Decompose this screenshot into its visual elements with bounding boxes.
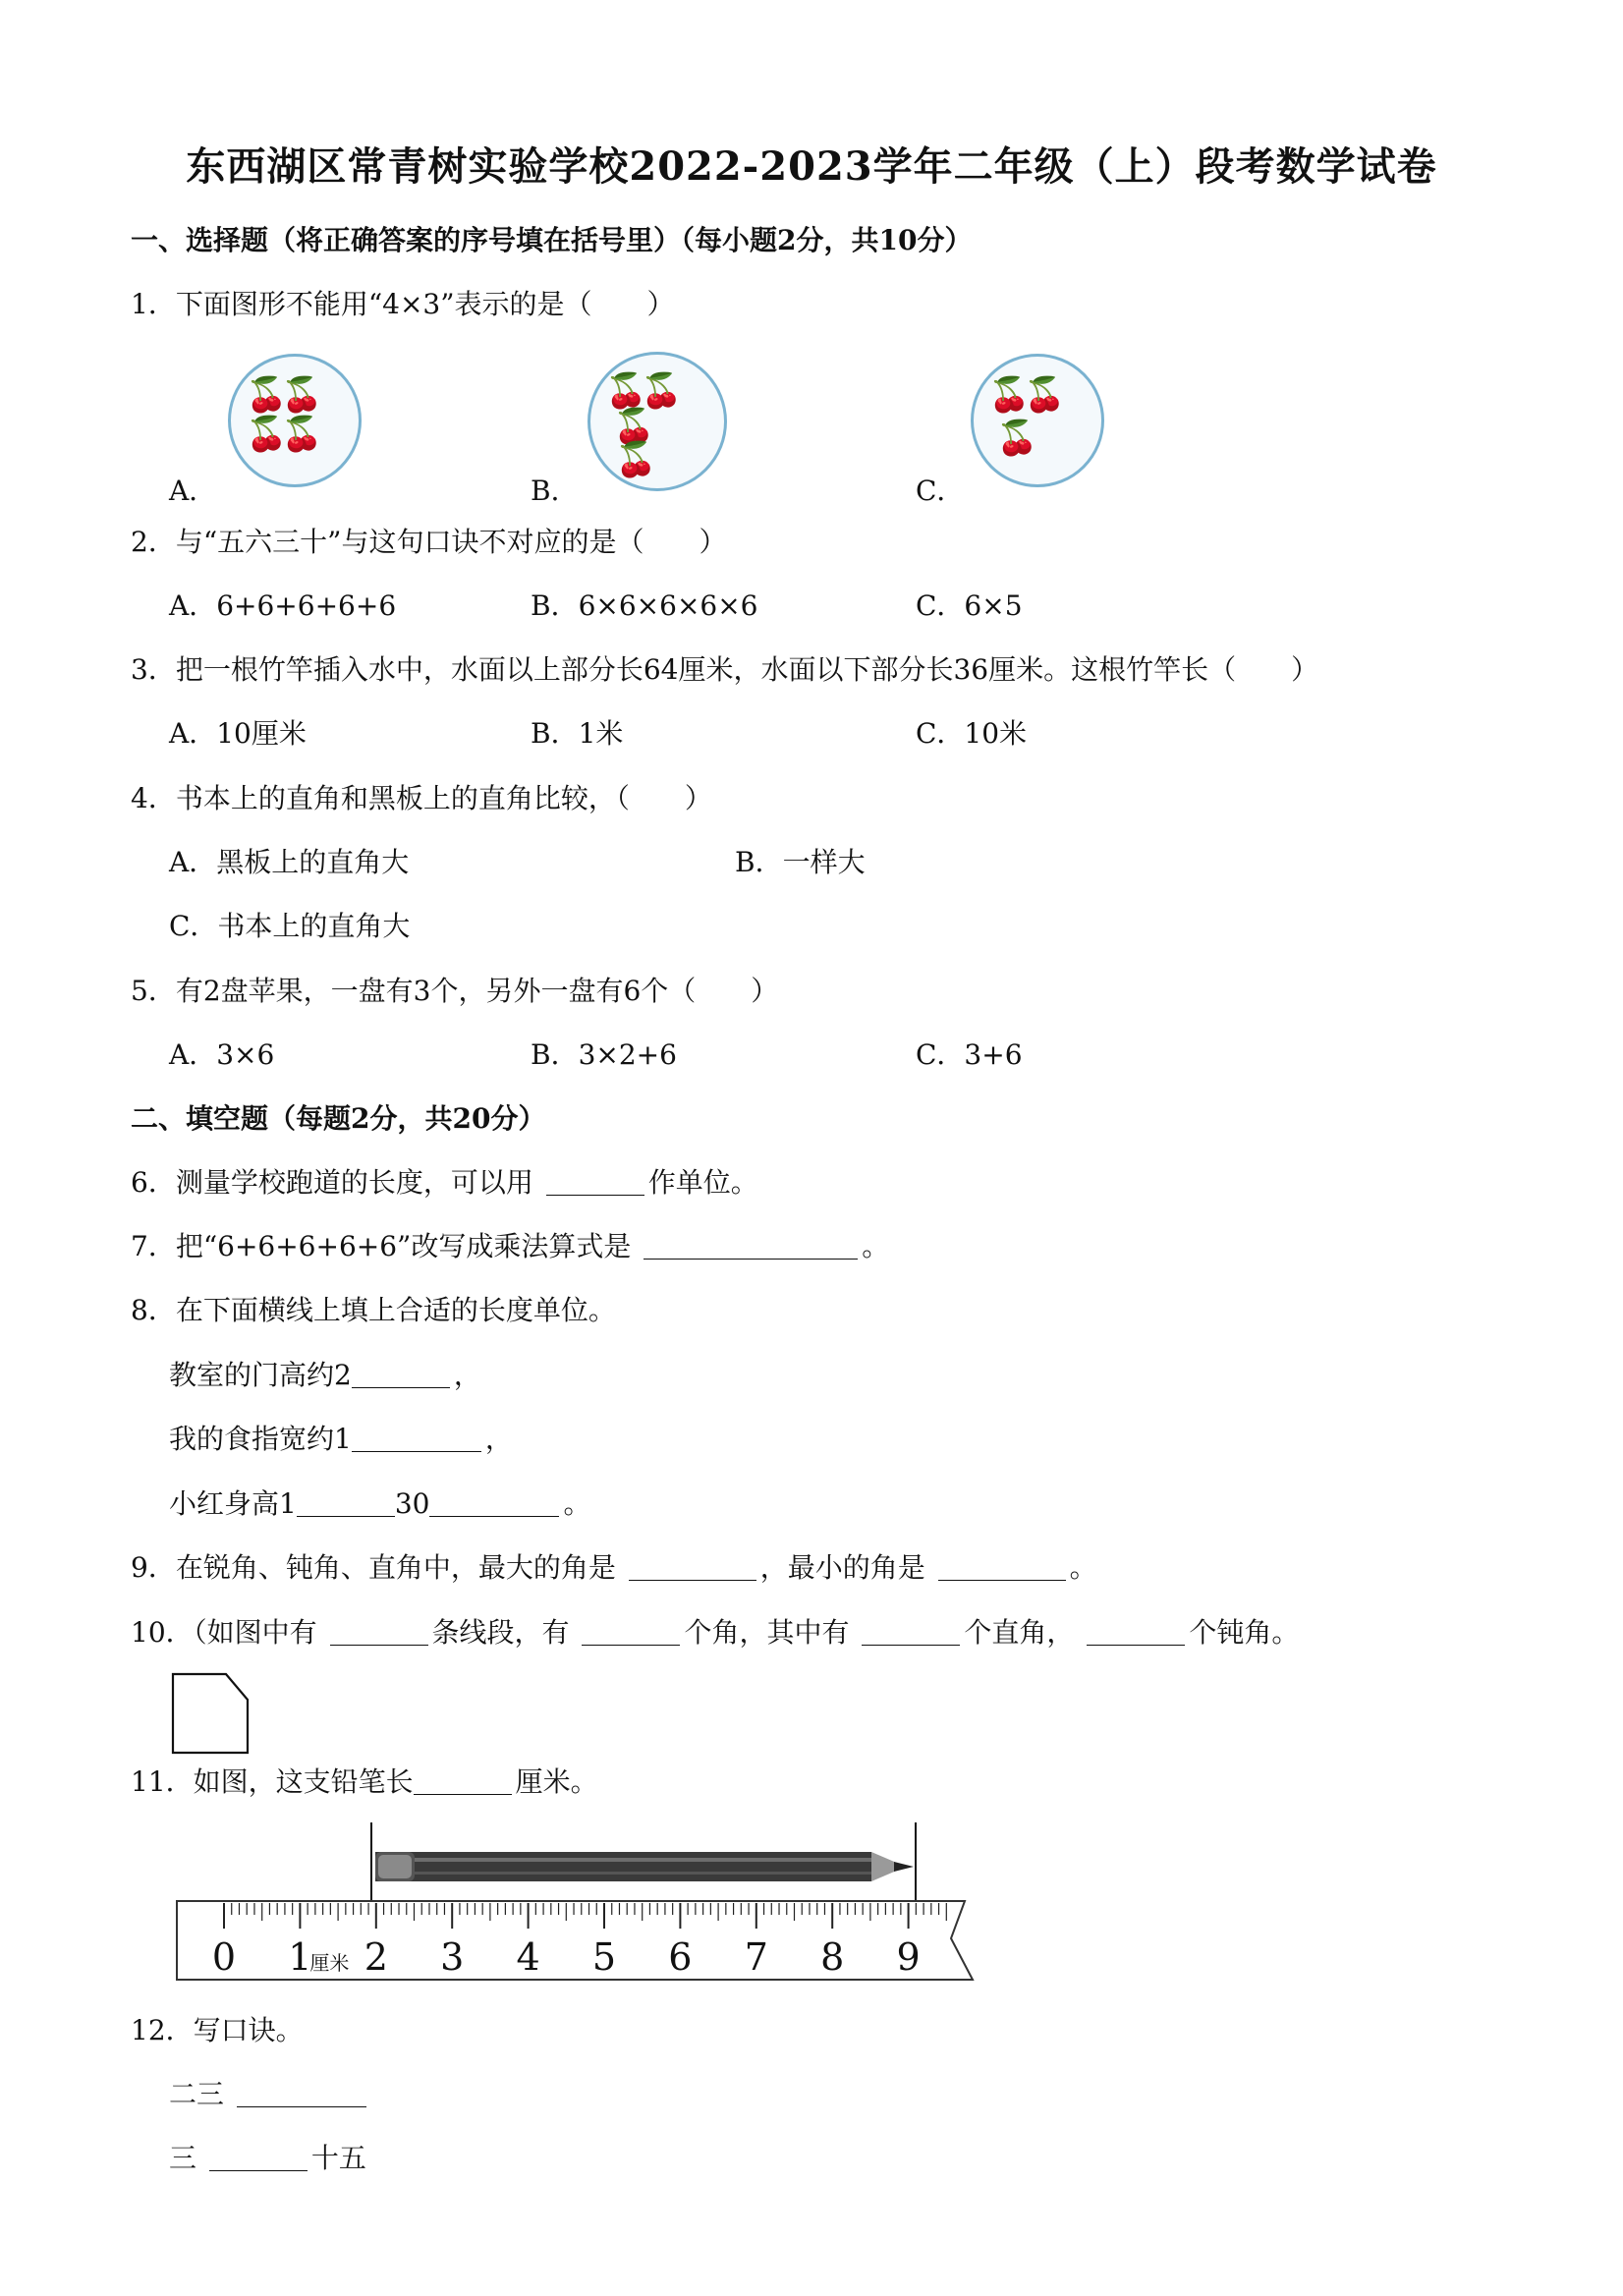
q12-l2-text: 三 <box>169 2142 197 2174</box>
q8-l1-end: ， <box>453 1359 481 1391</box>
q3-option-b[interactable]: B．1米 <box>531 717 624 750</box>
q9-blank-1[interactable] <box>629 1554 756 1581</box>
q8-l2-text: 我的食指宽约1 <box>169 1423 352 1455</box>
q10-line <box>131 1616 1299 1650</box>
ruler-label: 5 <box>591 1935 617 1979</box>
q6-blank[interactable] <box>546 1169 644 1196</box>
q4-option-c[interactable]: C．书本上的直角大 <box>169 910 411 942</box>
q11-blank[interactable] <box>414 1768 512 1795</box>
q12-l1-blank[interactable] <box>237 2081 366 2107</box>
q9-blank-2[interactable] <box>938 1554 1066 1581</box>
q5-option-a[interactable]: A．3×6 <box>169 1038 275 1071</box>
q1-stem: 1．下面图形不能用“4×3”表示的是（ ） <box>131 288 675 320</box>
q12-line-2 <box>169 2142 366 2175</box>
q8-l3-blank-2[interactable] <box>429 1490 559 1517</box>
q7-line <box>131 1230 889 1263</box>
ruler-label: 2 <box>364 1935 388 1979</box>
q8-l3-mid: 30 <box>394 1487 430 1520</box>
section-2-heading: 二、填空题（每题2分，共20分） <box>131 1102 546 1135</box>
q8-l3-blank-1[interactable] <box>297 1490 395 1517</box>
q12-stem: 12．写口诀。 <box>131 2014 304 2046</box>
q12-l2-end: 十五 <box>310 2142 366 2174</box>
ruler-label: 1 <box>288 1935 312 1979</box>
q10-blank-4[interactable] <box>1087 1619 1185 1646</box>
q8-l3-end: 。 <box>563 1487 591 1520</box>
q2-option-b[interactable]: B．6×6×6×6×6 <box>531 589 758 622</box>
ruler-unit-label: 厘米 <box>309 1951 350 1975</box>
q7-text: 7．把“6+6+6+6+6”改写成乘法算式是 <box>131 1230 632 1262</box>
q3-option-c[interactable]: C．10米 <box>916 717 1028 750</box>
q11-text: 11．如图，这支铅笔长 <box>131 1765 414 1798</box>
ruler-label: 0 <box>211 1935 237 1979</box>
q7-blank[interactable] <box>644 1233 858 1260</box>
q8-stem: 8．在下面横线上填上合适的长度单位。 <box>131 1294 616 1326</box>
q12-l2-blank[interactable] <box>209 2145 308 2171</box>
ruler-label: 6 <box>668 1935 693 1979</box>
q6-text: 6．测量学校跑道的长度，可以用 <box>131 1166 533 1199</box>
q3-stem: 3．把一根竹竿插入水中，水面以上部分长64厘米，水面以下部分长36厘米。这根竹竿长（ ） <box>131 653 1319 686</box>
q10-blank-2[interactable] <box>582 1619 680 1646</box>
q8-l2-blank[interactable] <box>352 1426 481 1452</box>
q12-line-1 <box>169 2078 370 2111</box>
ruler-label: 4 <box>516 1935 540 1979</box>
q7-text-end: 。 <box>862 1230 890 1262</box>
pencil-figure <box>375 1852 914 1881</box>
q8-line-1 <box>169 1359 481 1392</box>
q4-stem: 4．书本上的直角和黑板上的直角比较，（ ） <box>131 782 712 814</box>
q8-l2-end: ， <box>484 1423 513 1455</box>
q11-line <box>131 1765 598 1799</box>
q11-text-end: 厘米。 <box>515 1765 598 1798</box>
q2-option-c[interactable]: C．6×5 <box>916 589 1023 622</box>
q10-blank-1[interactable] <box>330 1619 428 1646</box>
ruler-label: 3 <box>440 1935 465 1979</box>
ruler-label: 8 <box>820 1935 845 1979</box>
ruler-label: 7 <box>744 1935 768 1979</box>
q9-text-mid: ，最小的角是 <box>759 1551 925 1584</box>
q5-option-b[interactable]: B．3×2+6 <box>531 1038 677 1071</box>
ruler-svg <box>167 1822 982 1999</box>
q9-line <box>131 1551 1097 1585</box>
q2-option-a[interactable]: A．6+6+6+6+6 <box>169 589 397 622</box>
q8-l1-blank[interactable] <box>352 1362 450 1388</box>
q5-option-c[interactable]: C．3+6 <box>916 1038 1023 1071</box>
q10-blank-3[interactable] <box>862 1619 960 1646</box>
ruler-label: 9 <box>896 1935 921 1979</box>
q10-text: 10．（如图中有 <box>131 1616 317 1649</box>
q1-option-c[interactable]: C． <box>916 475 965 507</box>
q8-l3-text: 小红身高1 <box>169 1487 297 1520</box>
q4-option-b[interactable]: B．一样大 <box>735 846 866 878</box>
q1-option-a[interactable]: A． <box>169 475 217 507</box>
section-1-heading: 一、选择题（将正确答案的序号填在括号里）（每小题2分，共10分） <box>131 224 973 256</box>
q11-ruler-figure <box>167 1822 982 2003</box>
q10-pentagon-figure <box>171 1672 250 1755</box>
q8-l1-text: 教室的门高约2 <box>169 1359 352 1391</box>
q2-stem: 2．与“五六三十”与这句口诀不对应的是（ ） <box>131 526 727 558</box>
q10-text-end: 个钝角。 <box>1189 1616 1300 1649</box>
q12-l1-text: 二三 <box>169 2078 225 2110</box>
q5-stem: 5．有2盘苹果，一盘有3个，另外一盘有6个（ ） <box>131 975 779 1007</box>
q8-line-2 <box>169 1423 513 1456</box>
q3-option-a[interactable]: A．10厘米 <box>169 717 307 750</box>
q6-text-end: 作单位。 <box>647 1166 758 1199</box>
q8-line-3 <box>169 1487 590 1521</box>
q9-text-end: 。 <box>1069 1551 1097 1584</box>
q10-text-3: 个角，其中有 <box>684 1616 850 1649</box>
q10-text-4: 个直角， <box>964 1616 1075 1649</box>
exam-title: 东西湖区常青树实验学校2022-2023学年二年级（上）段考数学试卷 <box>186 143 1437 190</box>
q6-line <box>131 1166 758 1200</box>
q9-text: 9．在锐角、钝角、直角中，最大的角是 <box>131 1551 616 1584</box>
q1-option-b[interactable]: B． <box>531 475 579 507</box>
q10-text-2: 条线段，有 <box>431 1616 570 1649</box>
q4-option-a[interactable]: A．黑板上的直角大 <box>169 846 410 878</box>
